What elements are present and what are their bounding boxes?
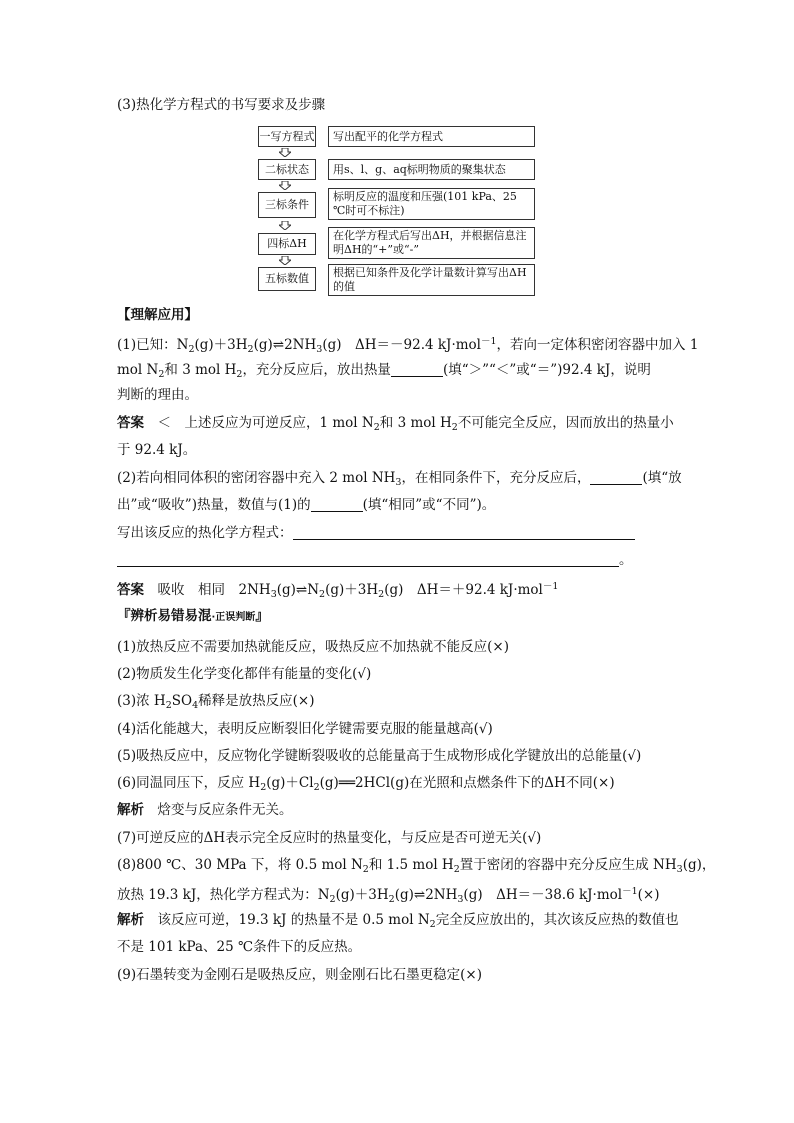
- answer-blank[interactable]: [311, 497, 363, 512]
- answer-blank[interactable]: [391, 362, 443, 377]
- flow-desc-5: 根据已知条件及化学计量数计算写出ΔH的值: [328, 264, 535, 296]
- judge-item-5: (5)吸热反应中，反应物化学键断裂吸收的总能量高于生成物形成化学键放出的总能量(√): [117, 748, 642, 764]
- understand-heading: 【理解应用】: [117, 307, 198, 323]
- judge-item-7: (7)可逆反应的ΔH表示完全反应时的热量变化，与反应是否可逆无关(√): [117, 830, 542, 846]
- section-title: (3)热化学方程式的书写要求及步骤: [117, 97, 326, 113]
- answer-blank[interactable]: [590, 470, 642, 485]
- reversible-arrow-icon: ⇌: [272, 337, 285, 353]
- judge-explanation-8-line-2: 不是 101 kPa、25 ℃条件下的反应热。: [117, 939, 362, 955]
- question-2-line-4: 。: [117, 551, 633, 569]
- down-arrow-icon: [279, 221, 291, 230]
- reversible-arrow-icon: ⇌: [295, 582, 308, 598]
- question-1-line-1: (1)已知：$N_2(g)+3H_2(g)\rightleftharpoons 2NH_3(g)$ ΔH＝－92.4 kJ·mol$^{-1}$，若向一定体积密闭容器中加入 1: [117, 336, 699, 355]
- flow-step-1: 一写方程式: [258, 126, 316, 147]
- question-1-line-3: 判断的理由。: [117, 387, 198, 403]
- flow-desc-2: 用s、l、g、aq标明物质的聚集状态: [328, 159, 535, 180]
- judge-item-3: (3)浓 $H_2SO_4$稀释是放热反应(×): [117, 693, 315, 711]
- flow-step-2: 二标状态: [258, 159, 316, 180]
- flow-desc-4: 在化学方程式后写出ΔH，并根据信息注明ΔH的“+”或“-”: [328, 227, 535, 259]
- answer-1-line-1: 答案 ＜ 上述反应为可逆反应，1 mol $N_2$和 3 mol $H_2$不可能完全反应，因而放出的热量小: [117, 415, 674, 433]
- judge-heading: 『辨析易错易混·正误判断』: [117, 608, 269, 624]
- question-2-line-2: 出”或“吸收”)热量，数值与(1)的 (填“相同”或“不同”)。: [117, 497, 496, 513]
- flow-step-4: 四标ΔH: [258, 233, 316, 255]
- question-2-line-1: (2)若向相同体积的密闭容器中充入 2 mol $NH_3$，在相同条件下，充分反应后， (填“放: [117, 470, 682, 488]
- flow-desc-3: 标明反应的温度和压强(101 kPa、25 ℃时可不标注): [328, 188, 535, 220]
- judge-item-6: (6)同温同压下，反应 $H_2(g)+Cl_2(g)══2HCl(g)$在光照和点燃条件下的ΔH不同(×): [117, 775, 615, 793]
- flow-step-5: 五标数值: [258, 267, 316, 291]
- reversible-arrow-icon: ⇌: [413, 887, 426, 903]
- judge-item-8-line-2: 放热 19.3 kJ，热化学方程式为：$N_2(g)+3H_2(g)\rightleftharpoons 2NH_3(g)$ ΔH＝－38.6 kJ·mol$^{-1}$(×): [117, 886, 660, 905]
- question-1-line-2: mol $N_2$和 3 mol $H_2$，充分反应后，放出热量 (填“＞”“＜”或“＝”)92.4 kJ，说明: [117, 362, 651, 380]
- flow-step-3: 三标条件: [258, 192, 316, 218]
- judge-item-1: (1)放热反应不需要加热就能反应，吸热反应不加热就不能反应(×): [117, 639, 509, 655]
- answer-1-line-2: 于 92.4 kJ。: [117, 442, 197, 458]
- down-arrow-icon: [279, 181, 291, 190]
- down-arrow-icon: [279, 256, 291, 265]
- judge-explanation-6: 解析 焓变与反应条件无关。: [117, 802, 293, 818]
- down-arrow-icon: [279, 148, 291, 157]
- judge-item-9: (9)石墨转变为金刚石是吸热反应，则金刚石比石墨更稳定(×): [117, 967, 482, 983]
- judge-item-2: (2)物质发生化学变化都伴有能量的变化(√): [117, 666, 372, 682]
- flow-desc-1: 写出配平的化学方程式: [328, 126, 535, 147]
- equation-blank[interactable]: [293, 525, 635, 540]
- question-2-line-3: 写出该反应的热化学方程式：: [117, 524, 635, 542]
- equation-blank-2[interactable]: [117, 552, 619, 567]
- judge-explanation-8-line-1: 解析 该反应可逆，19.3 kJ 的热量不是 0.5 mol $N_2$完全反应放出的，其次该反应热的数值也: [117, 912, 679, 930]
- answer-2: 答案 吸收 相同 $2NH_3(g)\rightleftharpoons N_2(g)+3H_2(g)$ ΔH＝＋92.4 kJ·mol$^{-1}$: [117, 581, 559, 600]
- judge-item-4: (4)活化能越大，表明反应断裂旧化学键需要克服的能量越高(√): [117, 721, 493, 737]
- judge-item-8-line-1: (8)800 ℃、30 MPa 下，将 0.5 mol $N_2$和 1.5 mol $H_2$置于密闭的容器中充分反应生成 $NH_3(g)$，: [117, 857, 716, 875]
